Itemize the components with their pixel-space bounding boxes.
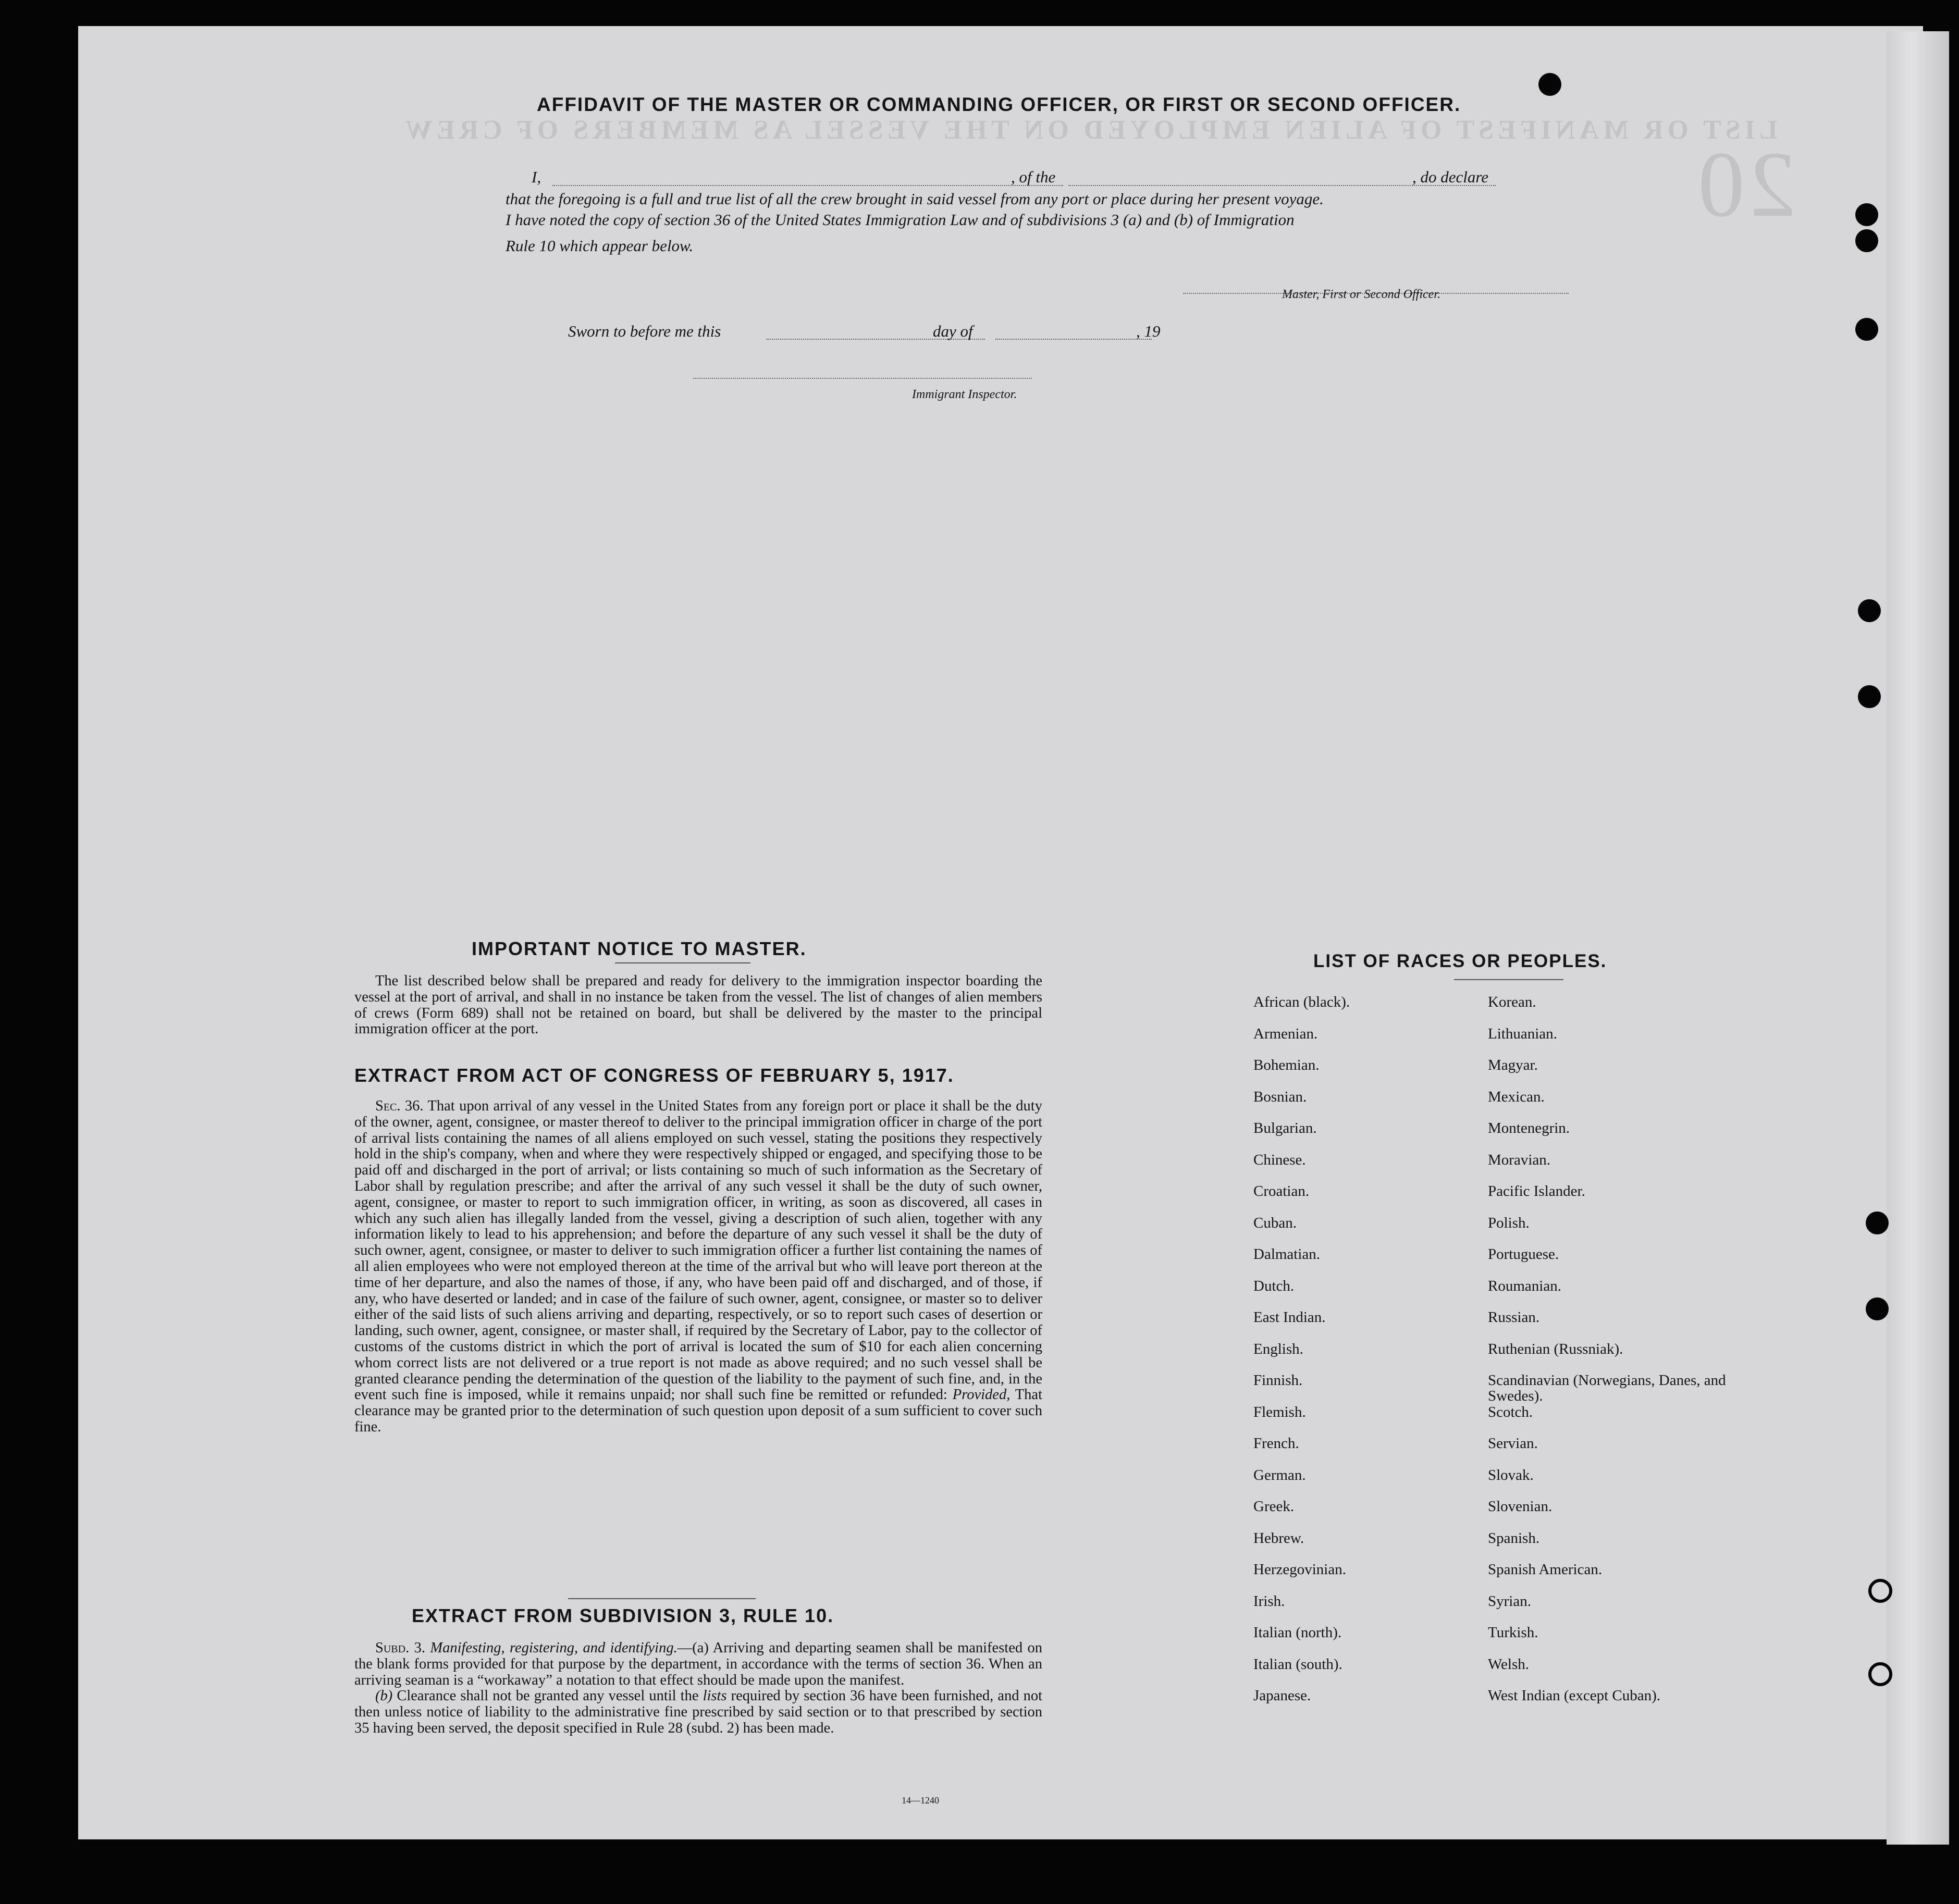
punch-hole: [1866, 1297, 1889, 1320]
race-item: Bosnian.: [1253, 1088, 1307, 1105]
race-item: Lithuanian.: [1488, 1025, 1557, 1042]
race-item: Syrian.: [1488, 1592, 1531, 1610]
race-item: Spanish American.: [1488, 1561, 1603, 1578]
punch-hole: [1858, 599, 1881, 622]
race-item: Italian (south).: [1253, 1655, 1342, 1673]
rule-text: Subd. 3. Manifesting, registering, and identifying.—(a) Arriving and departing seamen shall be manifested on the blank forms provided for that purpose by the department, in accordance with the terms of section 36. When an arriving seaman is a “workaway” a notation to that effect should be made upon the manifest. (b) Clearance shall not be granted any vessel until the lists required by section 36 have been furnished, and not then unless notice of liability to the administrative fine prescribed by said section or to that prescribed by section 35 having been served, the deposit specified in Rule 28 (subd. 2) has been made.: [354, 1640, 1043, 1736]
race-item: Spanish.: [1488, 1529, 1540, 1547]
race-item: Finnish.: [1253, 1372, 1303, 1389]
day-of-label: day of: [933, 322, 973, 340]
race-item: Slovak.: [1488, 1466, 1534, 1483]
race-item: Bulgarian.: [1253, 1120, 1317, 1136]
race-item: Dutch.: [1253, 1277, 1295, 1294]
inspector-signature-line: [693, 378, 1032, 379]
notice-rule: [615, 962, 750, 963]
rule-b-label: (b): [375, 1688, 393, 1704]
race-item: East Indian.: [1253, 1309, 1326, 1326]
act-text-body: That upon arrival of any vessel in the United States from any foreign port or place it shall be the duty of the owner, agent, consignee, or master thereof to deliver to the principal immigration officer in charge of the port of arrival lists containing the names of all aliens employed on such vessel, stating the positions they respectively hold in the ship's company, when and where they were respectively shipped or engaged, and specifying those to be paid off and discharged in the port of arrival; or lists containing so much of such information as the Secretary of Labor shall by regulation prescribe; and after the arrival of any such vessel it shall be the duty of such owner, agent, consignee, or master to report to such immigration officer, in writing, as soon as discovered, all cases in which any such alien has illegally landed from the vessel, giving a description of such alien, together with any information likely to lead to his apprehension; and before the departure of any such vessel it shall be the duty of such owner, agent, consignee, or master to deliver to such immigration officer a further list containing the names of all alien employees who were not employed thereon at the time of the arrival but who will leave port thereon at the time of her departure, and also the names of those, if any, who have been paid off and discharged, and of those, if any, who have deserted or landed; and in case of the failure of such owner, agent, consignee, or master so to deliver either of the said lists of such aliens arriving and departing, respectively, or so to report such cases of desertion or landing, such owner, agent, consignee, or master shall, if required by the Secretary of Labor, pay to the collector of customs of the customs district in which the port of arrival is located the sum of $10 for each alien concerning whom correct lists are not delivered or a true report is not made as above required; and no such vessel shall be granted clearance pending the determination of the question of the liability to the payment of such fine, and, in the event such fine is imposed, while it remains unpaid; nor shall such fine be remitted or refunded:: [354, 1098, 1042, 1403]
race-item: Moravian.: [1488, 1151, 1550, 1168]
race-item: Hebrew.: [1253, 1529, 1304, 1547]
race-item: Montenegrin.: [1488, 1120, 1570, 1136]
act-section-label: Sec. 36.: [375, 1098, 424, 1114]
rule-subd-label: Subd. 3.: [375, 1640, 425, 1656]
affidavit-line-4: Rule 10 which appear below.: [506, 237, 694, 255]
race-item: Chinese.: [1253, 1151, 1306, 1168]
race-item: English.: [1253, 1340, 1303, 1357]
affidavit-of-the-label: , of the: [1011, 168, 1056, 186]
race-item: Bohemian.: [1253, 1057, 1320, 1073]
race-item: Greek.: [1253, 1498, 1295, 1515]
race-item: Turkish.: [1488, 1624, 1538, 1641]
punch-hole: [1868, 1579, 1892, 1603]
race-item: Russian.: [1488, 1309, 1540, 1326]
race-item: Korean.: [1488, 994, 1536, 1010]
name-line: [552, 185, 1063, 186]
race-item: Scandinavian (Norwegians, Danes, and Swedes).: [1488, 1372, 1726, 1404]
race-item: Mexican.: [1488, 1088, 1545, 1105]
rule-b-text-2: required by section 36 have been furnished, and not then unless notice of liability to the administrative fine prescribed by said section or to that prescribed by section 35 having been served, the deposit specified in Rule 28 (subd. 2) has been made.: [354, 1688, 1043, 1736]
rule-top-rule: [568, 1598, 756, 1599]
act-title: EXTRACT FROM ACT OF CONGRESS OF FEBRUARY 5, 1917.: [354, 1065, 954, 1086]
bleed-header: LIST OR MANIFEST OF ALIEN EMPLOYED ON THE VESSEL AS MEMBERS OF CREW: [401, 115, 1778, 145]
year-label: , 19: [1136, 322, 1161, 340]
race-item: Herzegovinian.: [1253, 1561, 1346, 1578]
rule-b-text-1: Clearance shall not be granted any vessel until the: [397, 1688, 699, 1704]
rule-a-label: (a): [692, 1640, 709, 1656]
bleed-stamp: 20: [1694, 132, 1796, 236]
notice-text-body: The list described below shall be prepared and ready for delivery to the immigration inspector boarding the vessel at the port of arrival, and shall in no instance be taken from the vessel. The list of changes of alien members of crews (Form 689) shall not be retained on board, but shall be delivered by the master to the principal immigration officer at the port.: [354, 973, 1042, 1037]
races-title: LIST OF RACES OR PEOPLES.: [1313, 951, 1607, 971]
race-item: Croatian.: [1253, 1183, 1310, 1200]
race-item: Japanese.: [1253, 1687, 1311, 1704]
race-item: Magyar.: [1488, 1057, 1538, 1073]
affidavit-declare-label: , do declare: [1412, 168, 1489, 186]
punch-hole: [1868, 1662, 1892, 1686]
rule-heading: Manifesting, registering, and identifying.: [430, 1640, 677, 1656]
races-right-column: [1488, 994, 1733, 1720]
sworn-month-line: [995, 339, 1152, 340]
punch-hole: [1538, 73, 1561, 96]
races-left-column: [1253, 994, 1451, 1720]
race-item: Dalmatian.: [1253, 1246, 1321, 1263]
race-item: Armenian.: [1253, 1025, 1318, 1042]
race-item: Irish.: [1253, 1592, 1285, 1610]
race-item: Portuguese.: [1488, 1246, 1559, 1263]
race-item: Ruthenian (Russniak).: [1488, 1340, 1623, 1357]
page-edge: [1887, 31, 1949, 1845]
affidavit-title: AFFIDAVIT OF THE MASTER OR COMMANDING OFFICER, OR FIRST OR SECOND OFFICER.: [537, 94, 1461, 115]
affidavit-line-3: I have noted the copy of section 36 of the United States Immigration Law and of subdivisions 3 (a) and (b) of Immigration: [506, 211, 1295, 229]
affidavit-i-label: I,: [532, 168, 541, 186]
rule-b-lists: lists: [703, 1688, 727, 1704]
form-number: 14—1240: [902, 1795, 939, 1806]
notice-text: [354, 973, 1042, 1037]
sworn-label: Sworn to before me this: [568, 322, 721, 340]
rule-title: EXTRACT FROM SUBDIVISION 3, RULE 10.: [412, 1605, 834, 1626]
punch-hole: [1855, 318, 1878, 341]
act-text-end: That clearance may be granted prior to the determination of such question upon deposit of a sum sufficient to cover such fine.: [354, 1387, 1042, 1435]
rule-a-text: Arriving and departing seamen shall be manifested on the blank forms provided for that purpose by the department, in accordance with the terms of section 36. When an arriving seaman is a “workaway” a notation to that effect should be made upon the manifest.: [354, 1640, 1042, 1688]
race-item: Welsh.: [1488, 1655, 1530, 1673]
punch-hole: [1866, 1211, 1889, 1234]
race-item: Cuban.: [1253, 1214, 1297, 1231]
race-item: Flemish.: [1253, 1403, 1306, 1420]
race-item: Servian.: [1488, 1435, 1538, 1452]
act-text: [354, 1098, 1042, 1436]
act-provided-label: Provided,: [952, 1387, 1011, 1403]
races-rule: [1454, 979, 1563, 980]
affidavit-line-2: that the foregoing is a full and true list of all the crew brought in said vessel from any port or place during her present voyage.: [506, 190, 1324, 208]
officer-caption: Master, First or Second Officer.: [1282, 288, 1440, 301]
punch-hole: [1855, 203, 1878, 226]
race-item: African (black).: [1253, 994, 1350, 1010]
document-page: [78, 26, 1923, 1839]
race-item: West Indian (except Cuban).: [1488, 1687, 1661, 1704]
race-item: French.: [1253, 1435, 1299, 1452]
race-item: Pacific Islander.: [1488, 1183, 1585, 1200]
race-item: Scotch.: [1488, 1403, 1533, 1420]
race-item: Polish.: [1488, 1214, 1530, 1231]
punch-hole: [1855, 229, 1878, 252]
inspector-caption: Immigrant Inspector.: [912, 388, 1017, 401]
race-item: Slovenian.: [1488, 1498, 1553, 1515]
notice-title: IMPORTANT NOTICE TO MASTER.: [472, 938, 807, 959]
race-item: German.: [1253, 1466, 1306, 1483]
punch-hole: [1858, 685, 1881, 708]
race-item: Roumanian.: [1488, 1277, 1561, 1294]
race-item: Italian (north).: [1253, 1624, 1342, 1641]
